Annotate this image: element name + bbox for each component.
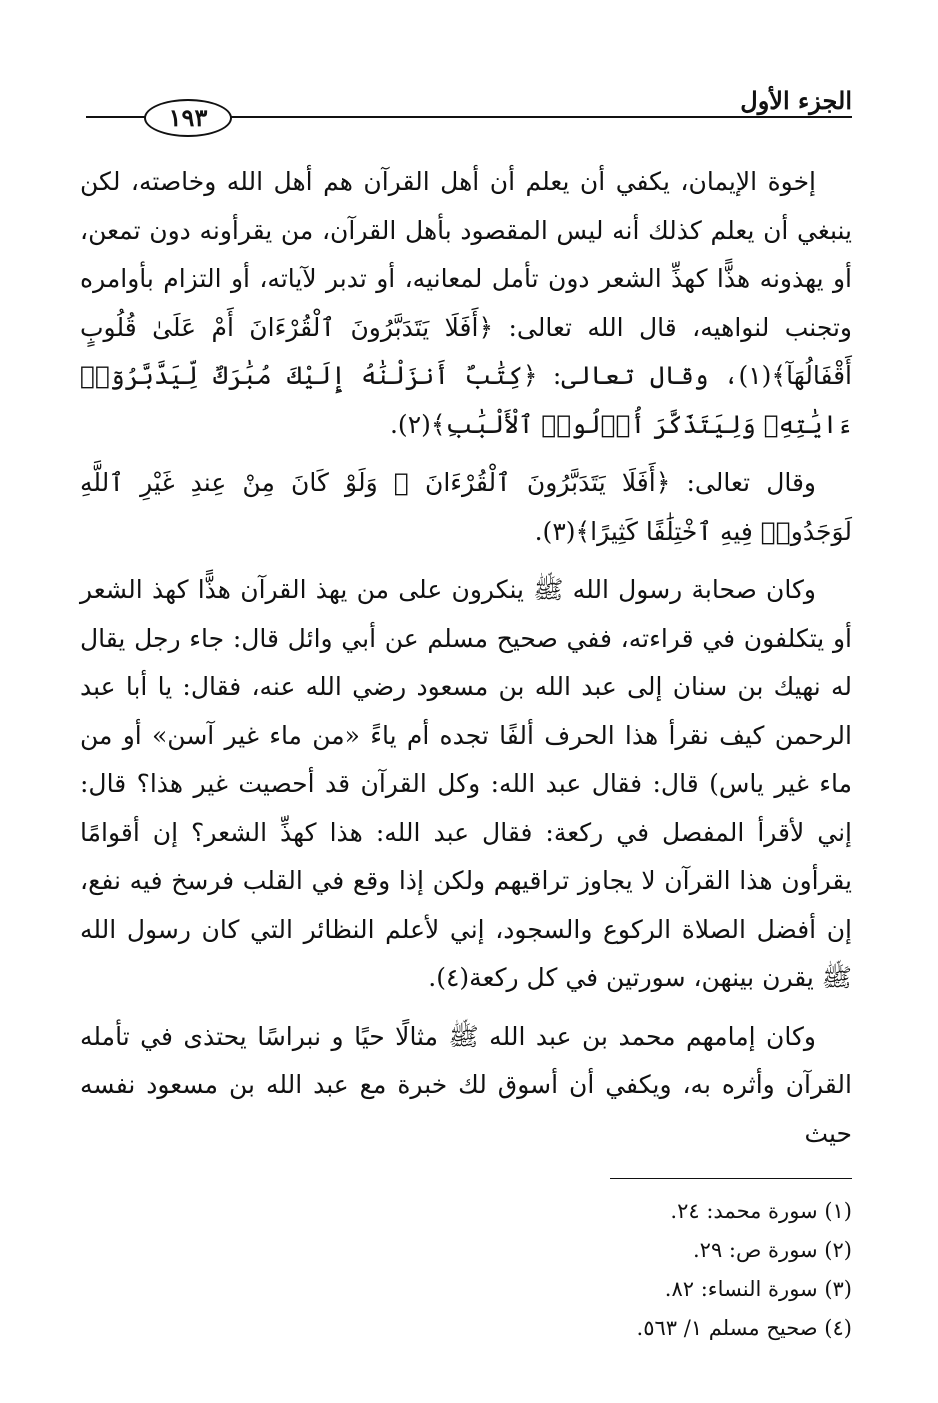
paragraph: وكان إمامهم محمد بن عبد الله ﷺ مثالًا حيًا و نبراسًا يحتذى في تأمله القرآن وأثره به، ويكفي أن أسوق لك خبرة مع عبد الله بن مسعود نفسه حيث [80, 1021, 852, 1148]
footnote-separator [610, 1178, 852, 1179]
footnotes [352, 1192, 852, 1348]
paragraph: وكان صحابة رسول الله ﷺ ينكرون على من يهذ القرآن هذًّا كهذ الشعر أو يتكلفون في قراءته، ففي صحيح مسلم عن أبي وائل قال: جاء رجل يقال له نهيك بن سنان إلى عبد الله بن مسعود رضي الله عنه، فقال: يا أبا عبد الرحمن كيف نقرأ هذا الحرف ألفًا تجده أم ياءً «من ماء غير آسن» أو من ماء غير ياس) قال: فقال عبد الله: وكل القرآن قد أحصيت غير هذا؟ قال: إني لأقرأ المفصل في ركعة: فقال عبد الله: هذا كهذِّ الشعر؟ إن أقوامًا يقرأون هذا القرآن لا يجاوز تراقيهم ولكن إذا وقع في القلب فرسخ فيه نفع، إن أفضل الصلاة الركوع والسجود، إني لأعلم النظائر التي كان رسول الله ﷺ يقرن بينهن، سورتين في كل ركعة(٤). [80, 575, 852, 992]
footnote: (٢) سورة ص: ٢٩. [692, 1238, 852, 1262]
paragraph: إخوة الإيمان، يكفي أن يعلم أن أهل القرآن هم أهل الله وخاصته، لكن ينبغي أن يعلم كذلك أنه ليس المقصود بأهل القرآن، من يقرأونه دون تمعن، أو يهذونه هذًّا كهذِّ الشعر دون تأمل لمعانيه، أو تدبر لآياته، أو التزام بأوامره وتجنب لنواهيه، قال الله تعالى: ﴿أَفَلَا يَتَدَبَّرُونَ ٱلْقُرْءَانَ أَمْ عَلَىٰ قُلُوبٍ أَقْفَالُهَآ﴾(١)، وقال تعالى: ﴿كِتَٰبٌ أَنزَلْنَٰهُ إِلَيْكَ مُبَٰرَكٌ لِّيَدَّبَّرُوٓا۟ ءَايَٰتِهِۦ وَلِيَتَذَكَّرَ أُو۟لُوا۟ ٱلْأَلْبَٰبِ﴾(٢). [80, 167, 852, 439]
chapter-title: الجزء الأول [740, 86, 852, 115]
page-header [86, 82, 852, 142]
paragraph: وقال تعالى: ﴿أَفَلَا يَتَدَبَّرُونَ ٱلْقُرْءَانَ ۚ وَلَوْ كَانَ مِنْ عِندِ غَيْرِ ٱللَّهِ لَوَجَدُوا۟ فِيهِ ٱخْتِلَٰفًا كَثِيرًا﴾(٣). [80, 468, 852, 546]
page-number-badge: ١٩٣ [144, 99, 232, 137]
footnote: (٣) سورة النساء: ٨٢. [664, 1277, 852, 1301]
footnote: (١) سورة محمد: ٢٤. [670, 1199, 852, 1223]
main-text [80, 158, 852, 1168]
footnote: (٤) صحيح مسلم ١/ ٥٦٣. [636, 1316, 852, 1340]
